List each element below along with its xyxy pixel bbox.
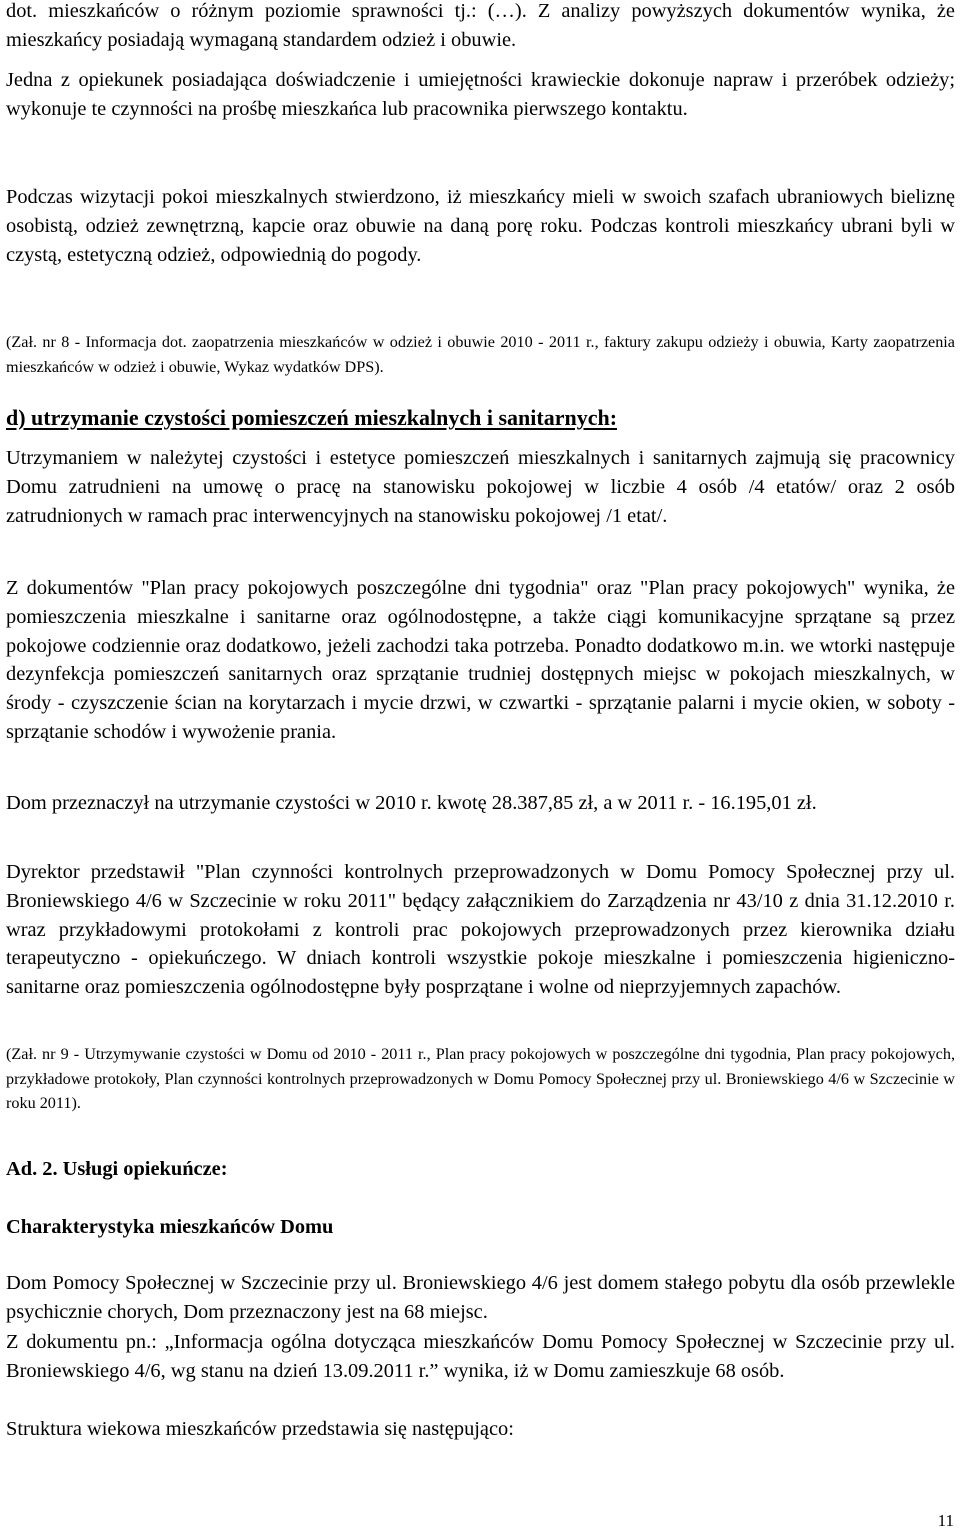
paragraph-cleaning-budget: Dom przeznaczył na utrzymanie czystości w 2010 r. kwotę 28.387,85 zł, a w 2011 r. - 16.195,01 zł. — [6, 792, 817, 814]
paragraph-cleaning-staff: Utrzymaniem w należytej czystości i estetyce pomieszczeń mieszkalnych i sanitarnych zajmują się pracownicy Domu zatrudnieni na umowę o pracę na stanowisku pokojowej w liczbie 4 osób /4 etatów/ oraz 2 osób zatrudnionych w ramach prac interwencyjnych na stanowisku pokojowej /1 etat/. — [6, 447, 955, 527]
page-number: 11 — [937, 1511, 954, 1530]
paragraph-seamstress: Jedna z opiekunek posiadająca doświadczenie i umiejętności krawieckie dokonuje napraw i przeróbek odzieży; wykonuje te czynności na prośbę mieszkańca lub pracownika pierwszego kontaktu. — [6, 69, 955, 120]
section-heading-care-services: Ad. 2. Usługi opiekuńcze: — [6, 1158, 228, 1180]
attachment-note-9: (Zał. nr 9 - Utrzymywanie czystości w Domu od 2010 - 2011 r., Plan pracy pokojowych w poszczególne dni tygodnia, Plan pracy pokojowych, przykładowe protokoły, Plan czynności kontrolnych przeprowadzonych w Domu Pomocy Społecznej przy ul. Broniewskiego 4/6 w Szczecinie w roku 2011). — [6, 1045, 955, 1112]
attachment-note-8: (Zał. nr 8 - Informacja dot. zaopatrzenia mieszkańców w odzież i obuwie 2010 - 2011 r., faktury zakupu odzieży i obuwia, Karty zaopatrzenia mieszkańców w odzież i obuwie, Wykaz wydatków DPS). — [6, 333, 955, 376]
paragraph-age-structure: Struktura wiekowa mieszkańców przedstawia się następująco: — [6, 1418, 514, 1440]
paragraph-home-description: Dom Pomocy Społecznej w Szczecinie przy ul. Broniewskiego 4/6 jest domem stałego pobytu dla osób przewlekle psychicznie chorych, Dom przeznaczony jest na 68 miejsc. — [6, 1272, 955, 1323]
paragraph-work-plan: Z dokumentów "Plan pracy pokojowych poszczególne dni tygodnia" oraz "Plan pracy pokojowych" wynika, że pomieszczenia mieszkalne i sanitarne oraz ogólnodostępne, a także ciągi komunikacyjne sprzątane są przez pokojowe codziennie oraz dodatkowo, jeżeli zachodzi taka potrzeba. Ponadto dodatkowo m.in. we wtorki następuje dezynfekcja pomieszczeń sanitarnych oraz sprzątanie trudniej dostępnych miejsc w pokojach mieszkalnych, w środy - czyszczenie ścian na korytarzach i mycie drzwi, w czwartki - sprzątanie palarni i mycie okien, w soboty - sprzątanie schodów i wywożenie prania. — [6, 577, 955, 743]
section-heading-resident-characteristics: Charakterystyka mieszkańców Domu — [6, 1216, 334, 1238]
paragraph-director-plan: Dyrektor przedstawił "Plan czynności kontrolnych przeprowadzonych w Domu Pomocy Społecznej przy ul. Broniewskiego 4/6 w Szczecinie w roku 2011" będący załącznikiem do Zarządzenia nr 43/10 z dnia 31.12.2010 r. wraz przykładowymi protokołami z kontroli prac pokojowych przeprowadzonych przez kierownika działu terapeutyczno - opiekuńczego. W dniach kontroli wszystkie pokoje mieszkalne i pomieszczenia higieniczno-sanitarne oraz pomieszczenia ogólnodostępne były posprzątane i wolne od nieprzyjemnych zapachów. — [6, 861, 955, 999]
section-heading-cleanliness: d) utrzymanie czystości pomieszczeń mieszkalnych i sanitarnych: — [6, 405, 618, 430]
paragraph-clothing-summary: dot. mieszkańców o różnym poziomie sprawności tj.: (…). Z analizy powyższych dokumentów wynika, że mieszkańcy posiadają wymaganą standardem odzież i obuwie. — [6, 0, 955, 51]
paragraph-room-visit: Podczas wizytacji pokoi mieszkalnych stwierdzono, iż mieszkańcy mieli w swoich szafach ubraniowych bieliznę osobistą, odzież zewnętrzną, kapcie oraz obuwie na daną porę roku. Podczas kontroli mieszkańcy ubrani byli w czystą, estetyczną odzież, odpowiednią do pogody. — [6, 186, 955, 266]
paragraph-resident-info: Z dokumentu pn.: „Informacja ogólna dotycząca mieszkańców Domu Pomocy Społecznej w Szczecinie przy ul. Broniewskiego 4/6, wg stanu na dzień 13.09.2011 r.” wynika, iż w Domu zamieszkuje 68 osób. — [6, 1331, 955, 1382]
